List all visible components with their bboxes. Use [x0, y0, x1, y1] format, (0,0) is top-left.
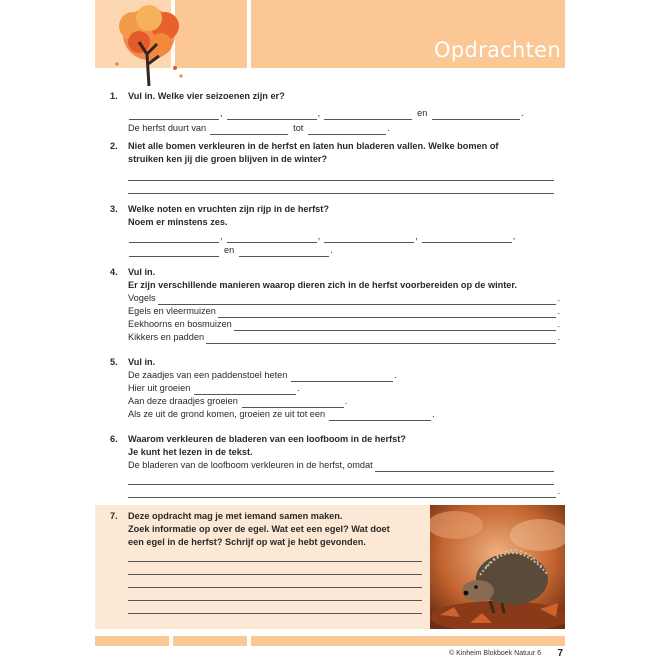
answer-blank[interactable] [129, 246, 219, 257]
answer-line[interactable] [234, 320, 557, 331]
question-4-prompt-line1: Vul in. [128, 267, 156, 277]
answer-line[interactable] [128, 575, 422, 588]
row-label: Aan deze draadjes groeien [128, 396, 238, 406]
answer-line[interactable] [128, 588, 422, 601]
question-number: 4. [110, 267, 118, 277]
footer-block-middle [173, 636, 247, 646]
question-3-prompt-line2: Noem er minstens zes. [128, 217, 228, 227]
answer-blank[interactable] [129, 232, 219, 243]
fill-row: Eekhoorns en bosmuizen . [128, 319, 560, 329]
answer-line[interactable] [158, 294, 557, 305]
answer-blank[interactable] [227, 232, 317, 243]
answer-blank[interactable] [194, 384, 296, 395]
row-label: Hier uit groeien [128, 383, 191, 393]
footer-block-left [95, 636, 169, 646]
hedgehog-photo-icon [430, 505, 565, 629]
answer-blank[interactable] [324, 232, 414, 243]
answer-blank[interactable] [432, 109, 520, 120]
answer-line[interactable] [128, 181, 554, 194]
question-5-prompt: Vul in. [128, 357, 156, 367]
answer-blank[interactable] [242, 397, 344, 408]
answer-blank[interactable] [329, 410, 431, 421]
answer-line[interactable] [128, 562, 422, 575]
question-number: 1. [110, 91, 118, 101]
answer-blank[interactable] [308, 124, 386, 135]
answer-line[interactable] [206, 333, 556, 344]
question-number: 7. [110, 511, 118, 521]
question-7-prompt-line3: een egel in de herfst? Schrijf op wat je hebt gevonden. [128, 537, 366, 547]
answer-start-text: De bladeren van de loofboom verkleuren in de herfst, omdat [128, 460, 373, 470]
autumn-tree-icon [109, 4, 189, 86]
answer-line[interactable] [128, 549, 422, 562]
question-6-prompt-line1: Waarom verkleuren de bladeren van een loofboom in de herfst? [128, 434, 406, 444]
row-label: Kikkers en padden [128, 332, 205, 342]
row-label: Als ze uit de grond komen, groeien ze uit tot een [128, 409, 326, 419]
question-2-prompt-line2: struiken ken jij die groen blijven in de winter? [128, 154, 328, 164]
page-title: Opdrachten [433, 38, 561, 62]
fill-row: Egels en vleermuizen . [128, 306, 560, 316]
question-4-prompt-line2: Er zijn verschillende manieren waarop dieren zich in de herfst voorbereiden op de winter. [128, 280, 518, 290]
question-7-prompt-line1: Deze opdracht mag je met iemand samen maken. [128, 511, 343, 521]
question-number: 6. [110, 434, 118, 444]
answer-line[interactable] [128, 472, 554, 485]
question-7-prompt-line2: Zoek informatie op over de egel. Wat eet een egel? Wat doet [128, 524, 390, 534]
page-number: 7 [557, 648, 563, 659]
answer-line[interactable] [218, 307, 557, 318]
question-6-prompt-line2: Je kunt het lezen in de tekst. [128, 447, 253, 457]
worksheet-page: Opdrachten 1. Vul in. Welke vier seizoenen zijn er? , , en . De herfst duurt van tot . 2. Niet alle bomen verkleuren in de herfst en laten hun bladeren vallen. Welke bomen of struiken ken jij die groen blijven in de winter? 3. Welke noten en vruchten zijn rijp in de herfst? Noem er minstens zes. , , , , en . 4. Vul in. Er zijn verschillende manieren waarop dieren zich in de herfst voorbereiden op de winter. Vogels . Egels en vleermuizen . Eekhoorns en bosmuizen . Kikkers en padden . 5. Vul in. De zaadjes van een paddenstoel heten . Hier uit groeien . Aan deze draadjes groeien . Als ze uit de grond komen, groeien ze uit tot een . 6. Waarom verkleuren de bladeren van een loofboom in de herfst? Je kunt het lezen in de tekst. De bladeren van de loofboom verkleuren in de herfst, omdat . 7. Deze opdracht mag je met iemand samen maken. Zoek informatie op over de egel. Wat eet een egel? Wat doet een egel in de herfst? Schrijf op wat je hebt gevonden. © Kinheim Blokboek Natuur 6 7 [95, 0, 565, 660]
question-number: 5. [110, 357, 118, 367]
answer-line[interactable] [128, 601, 422, 614]
row-label: Vogels [128, 293, 156, 303]
question-number: 2. [110, 141, 118, 151]
question-2-prompt-line1: Niet alle bomen verkleuren in de herfst en laten hun bladeren vallen. Welke bomen of [128, 141, 499, 151]
row-label: Eekhoorns en bosmuizen [128, 319, 232, 329]
row-label: De zaadjes van een paddenstoel heten [128, 370, 288, 380]
answer-blank[interactable] [291, 371, 393, 382]
answer-line[interactable] [375, 461, 554, 472]
question-1-line2-label: De herfst duurt van [128, 123, 207, 133]
answer-blank[interactable] [422, 232, 512, 243]
question-3-prompt-line1: Welke noten en vruchten zijn rijp in de herfst? [128, 204, 329, 214]
connector-text: en [224, 245, 235, 255]
connector-text: tot [293, 123, 304, 133]
answer-blank[interactable] [210, 124, 288, 135]
fill-row: Vogels . [128, 293, 560, 303]
answer-line[interactable] [128, 487, 556, 498]
footer-block-right [251, 636, 565, 646]
answer-blank[interactable] [324, 109, 412, 120]
answer-line[interactable] [128, 168, 554, 181]
question-number: 3. [110, 204, 118, 214]
connector-text: en [417, 108, 428, 118]
answer-blank[interactable] [239, 246, 329, 257]
question-1-prompt: Vul in. Welke vier seizoenen zijn er? [128, 91, 285, 101]
footer-copyright: © Kinheim Blokboek Natuur 6 [449, 650, 541, 657]
answer-blank[interactable] [227, 109, 317, 120]
row-label: Egels en vleermuizen [128, 306, 216, 316]
fill-row: Kikkers en padden . [128, 332, 560, 342]
answer-blank[interactable] [129, 109, 219, 120]
